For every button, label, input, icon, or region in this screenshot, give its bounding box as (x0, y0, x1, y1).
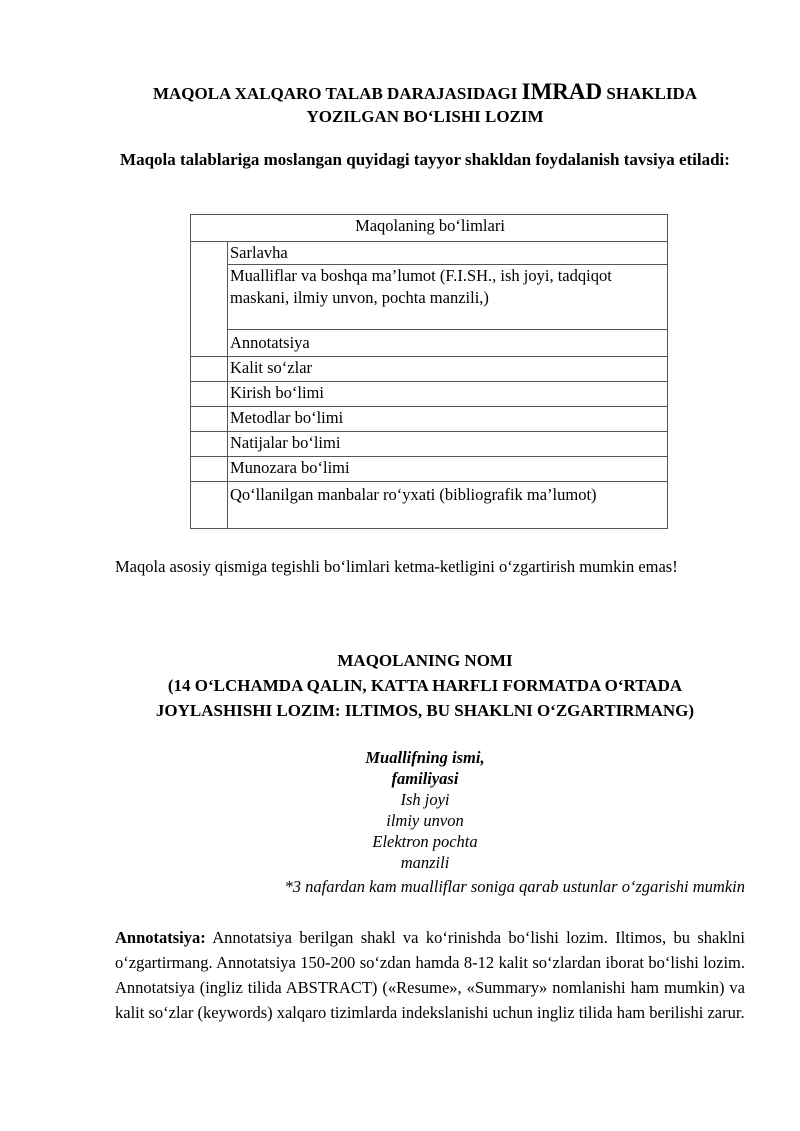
table-cell: Metodlar bo‘limi (228, 407, 668, 432)
table-cell: Annotatsiya (228, 330, 668, 357)
table-row (191, 242, 668, 265)
table-row (191, 432, 668, 457)
author-email-label-2: manzili (400, 853, 450, 872)
table-cell: Kirish bo‘limi (228, 382, 668, 407)
author-surname: familiyasi (391, 769, 459, 788)
article-title-block (100, 648, 750, 723)
author-workplace: Ish joyi (400, 790, 450, 809)
table-row (191, 407, 668, 432)
author-email-label: Elektron pochta (372, 832, 478, 851)
table-row (191, 265, 668, 330)
subheading: Maqola talablariga moslangan quyidagi tayyor shakldan foydalanish tavsiya etiladi: (120, 150, 730, 169)
table-cell: Sarlavha (228, 242, 668, 265)
table-row (191, 382, 668, 407)
abstract-paragraph (115, 925, 745, 1025)
sections-table (190, 214, 668, 529)
table-row (191, 357, 668, 382)
heading-line2: YOZILGAN BO‘LISHI LOZIM (306, 107, 544, 126)
table-row (191, 482, 668, 529)
table-header: Maqolaning bo‘limlari (191, 215, 668, 242)
author-degree: ilmiy unvon (386, 811, 464, 830)
table-cell: Kalit so‘zlar (228, 357, 668, 382)
main-heading: MAQOLA XALQARO TALAB DARAJASIDAGI IMRAD SHAKLIDA YOZILGAN BO‘LISHI LOZIM (152, 79, 698, 126)
abstract-label: Annotatsiya: (115, 928, 206, 947)
table-cell: Mualliflar va boshqa ma’lumot (F.I.SH., ish joyi, tadqiqot maskani, ilmiy unvon, pochta manzili,) (228, 265, 668, 330)
table-row (191, 457, 668, 482)
heading-emphasis: IMRAD (521, 79, 603, 104)
author-block (300, 747, 550, 873)
table-header-row (191, 215, 668, 242)
article-title: MAQOLANING NOMI (337, 651, 513, 670)
table-row (191, 330, 668, 357)
author-name: Muallifning ismi, (365, 748, 485, 767)
article-title-instruction-2: JOYLASHISHI LOZIM: ILTIMOS, BU SHAKLNI O‘ZGARTIRMANG) (155, 701, 695, 720)
order-warning: Maqola asosiy qismiga tegishli bo‘limlari ketma-ketligini o‘zgartirish mumkin emas! (115, 557, 678, 576)
article-title-instruction-1: (14 O‘LCHAMDA QALIN, KATTA HARFLI FORMATDA O‘RTADA (167, 676, 683, 695)
table-cell: Munozara bo‘limi (228, 457, 668, 482)
table-cell: Natijalar bo‘limi (228, 432, 668, 457)
authors-note: *3 nafardan kam mualliflar soniga qarab ustunlar o‘zgarishi mumkin (284, 877, 745, 896)
table-cell: Qo‘llanilgan manbalar ro‘yxati (bibliografik ma’lumot) (228, 482, 668, 529)
abstract-text: Annotatsiya berilgan shakl va ko‘rinishda bo‘lishi lozim. Iltimos, bu shaklni o‘zgartirmang. Annotatsiya 150-200 so‘zdan hamda 8-12 kalit so‘zlardan iborat bo‘lishi lozim. Annotatsiya (ingliz tilida ABSTRACT) («Resume», «Summary» nomlanishi ham mumkin) va kalit so‘zlar (keywords) xalqaro tizimlarda indekslanishi uchun ingliz tilida ham berilishi zarur. (115, 928, 745, 1022)
